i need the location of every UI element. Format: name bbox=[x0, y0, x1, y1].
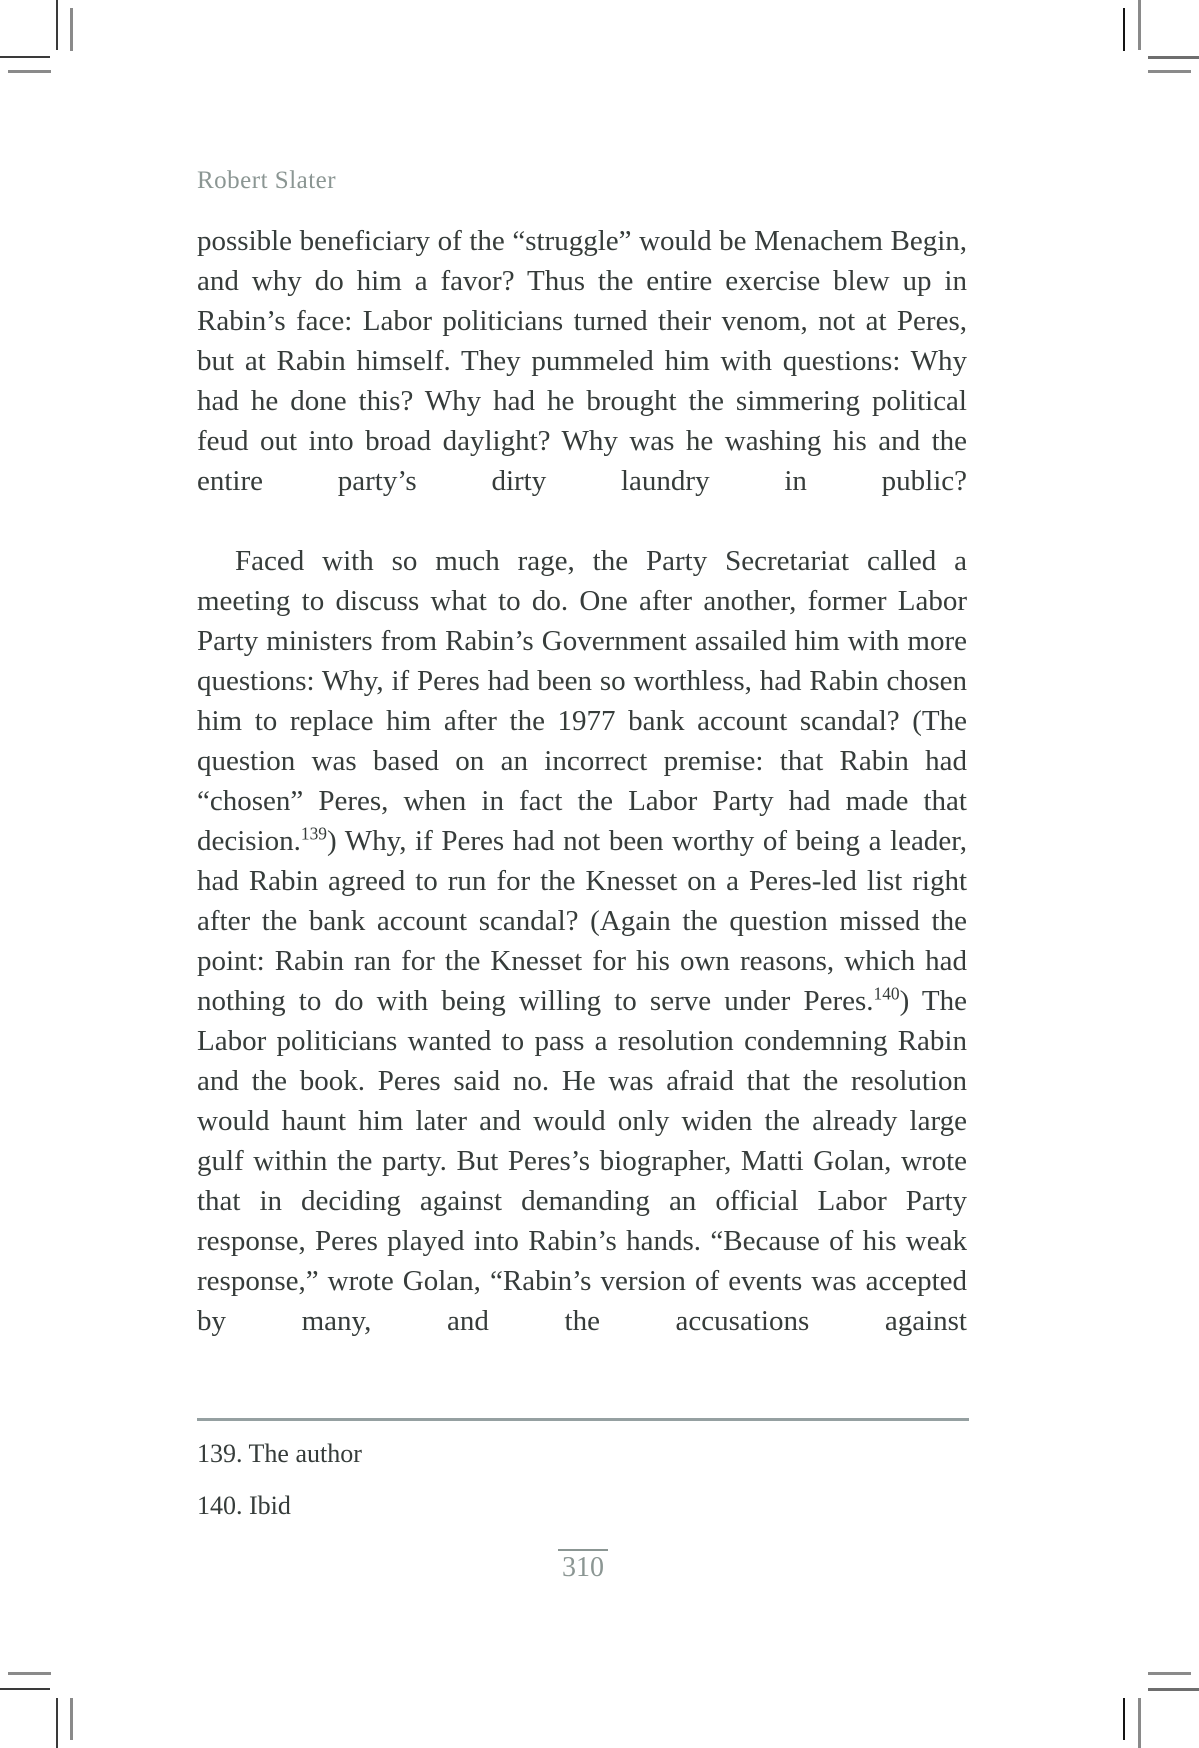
crop-mark bbox=[0, 1688, 50, 1690]
footnote: 139. The author bbox=[197, 1439, 362, 1468]
crop-mark bbox=[8, 70, 51, 73]
footnotes bbox=[197, 1437, 362, 1541]
footnote: 140. Ibid bbox=[197, 1491, 291, 1520]
body-text bbox=[197, 221, 967, 1341]
crop-mark bbox=[70, 8, 73, 51]
crop-mark bbox=[56, 0, 58, 50]
footnote-separator bbox=[197, 1418, 969, 1421]
page-number: 310 bbox=[562, 1552, 604, 1583]
crop-mark bbox=[1138, 0, 1141, 50]
crop-mark bbox=[56, 1698, 58, 1748]
crop-mark bbox=[1148, 1672, 1191, 1675]
crop-mark bbox=[70, 1698, 73, 1740]
running-header: Robert Slater bbox=[197, 167, 337, 194]
crop-mark bbox=[1123, 8, 1125, 51]
crop-mark bbox=[1123, 1698, 1125, 1740]
crop-mark bbox=[1148, 70, 1191, 73]
footnote-marker: 140 bbox=[873, 983, 900, 1004]
crop-mark bbox=[1148, 1688, 1199, 1691]
paragraph: possible beneficiary of the “struggle” would be Menachem Begin, and why do him a favor? Thus the entire exercise blew up in Rabin’s face: Labor politicians turned their venom, not at Peres, but at Rabin himself. They pummeled him with questions: Why had he done this? Why had he brought the simmering political feud out into broad daylight? Why was he washing his and the entire party’s dirty laundry in public? bbox=[197, 225, 967, 497]
footnote-marker: 139 bbox=[300, 823, 327, 844]
crop-mark bbox=[0, 56, 50, 58]
paragraph: Faced with so much rage, the Party Secretariat called a meeting to discuss what to do. One after another, former Labor Party ministers from Rabin’s Government assailed him with more questions: Why, if Peres had been so worthless, had Rabin chosen him to replace him after the 1977 bank account scandal? (The question was based on an incorrect premise: that Rabin had “chosen” Peres, when in fact the Labor Party had made that decision.$^{139}$) Why, if Peres had not been worthy of being a leader, had Rabin agreed to run for the Knesset on a Peres-led list right after the bank account scandal? (Again the question missed the point: Rabin ran for the Knesset for his own reasons, which had nothing to do with being willing to serve under Peres.$^{140}$) The Labor politicians wanted to pass a resolution condemning Rabin and the book. Peres said no. He was afraid that the resolution would haunt him later and would only widen the already large gulf within the party. But Peres’s biographer, Matti Golan, wrote that in deciding against demanding an official Labor Party response, Peres played into Rabin’s hands. “Because of his weak response,” wrote Golan, “Rabin’s version of events was accepted by many, and the accusations against bbox=[197, 545, 967, 1337]
crop-mark bbox=[1138, 1698, 1141, 1748]
crop-mark bbox=[1148, 56, 1199, 59]
crop-mark bbox=[8, 1672, 51, 1675]
